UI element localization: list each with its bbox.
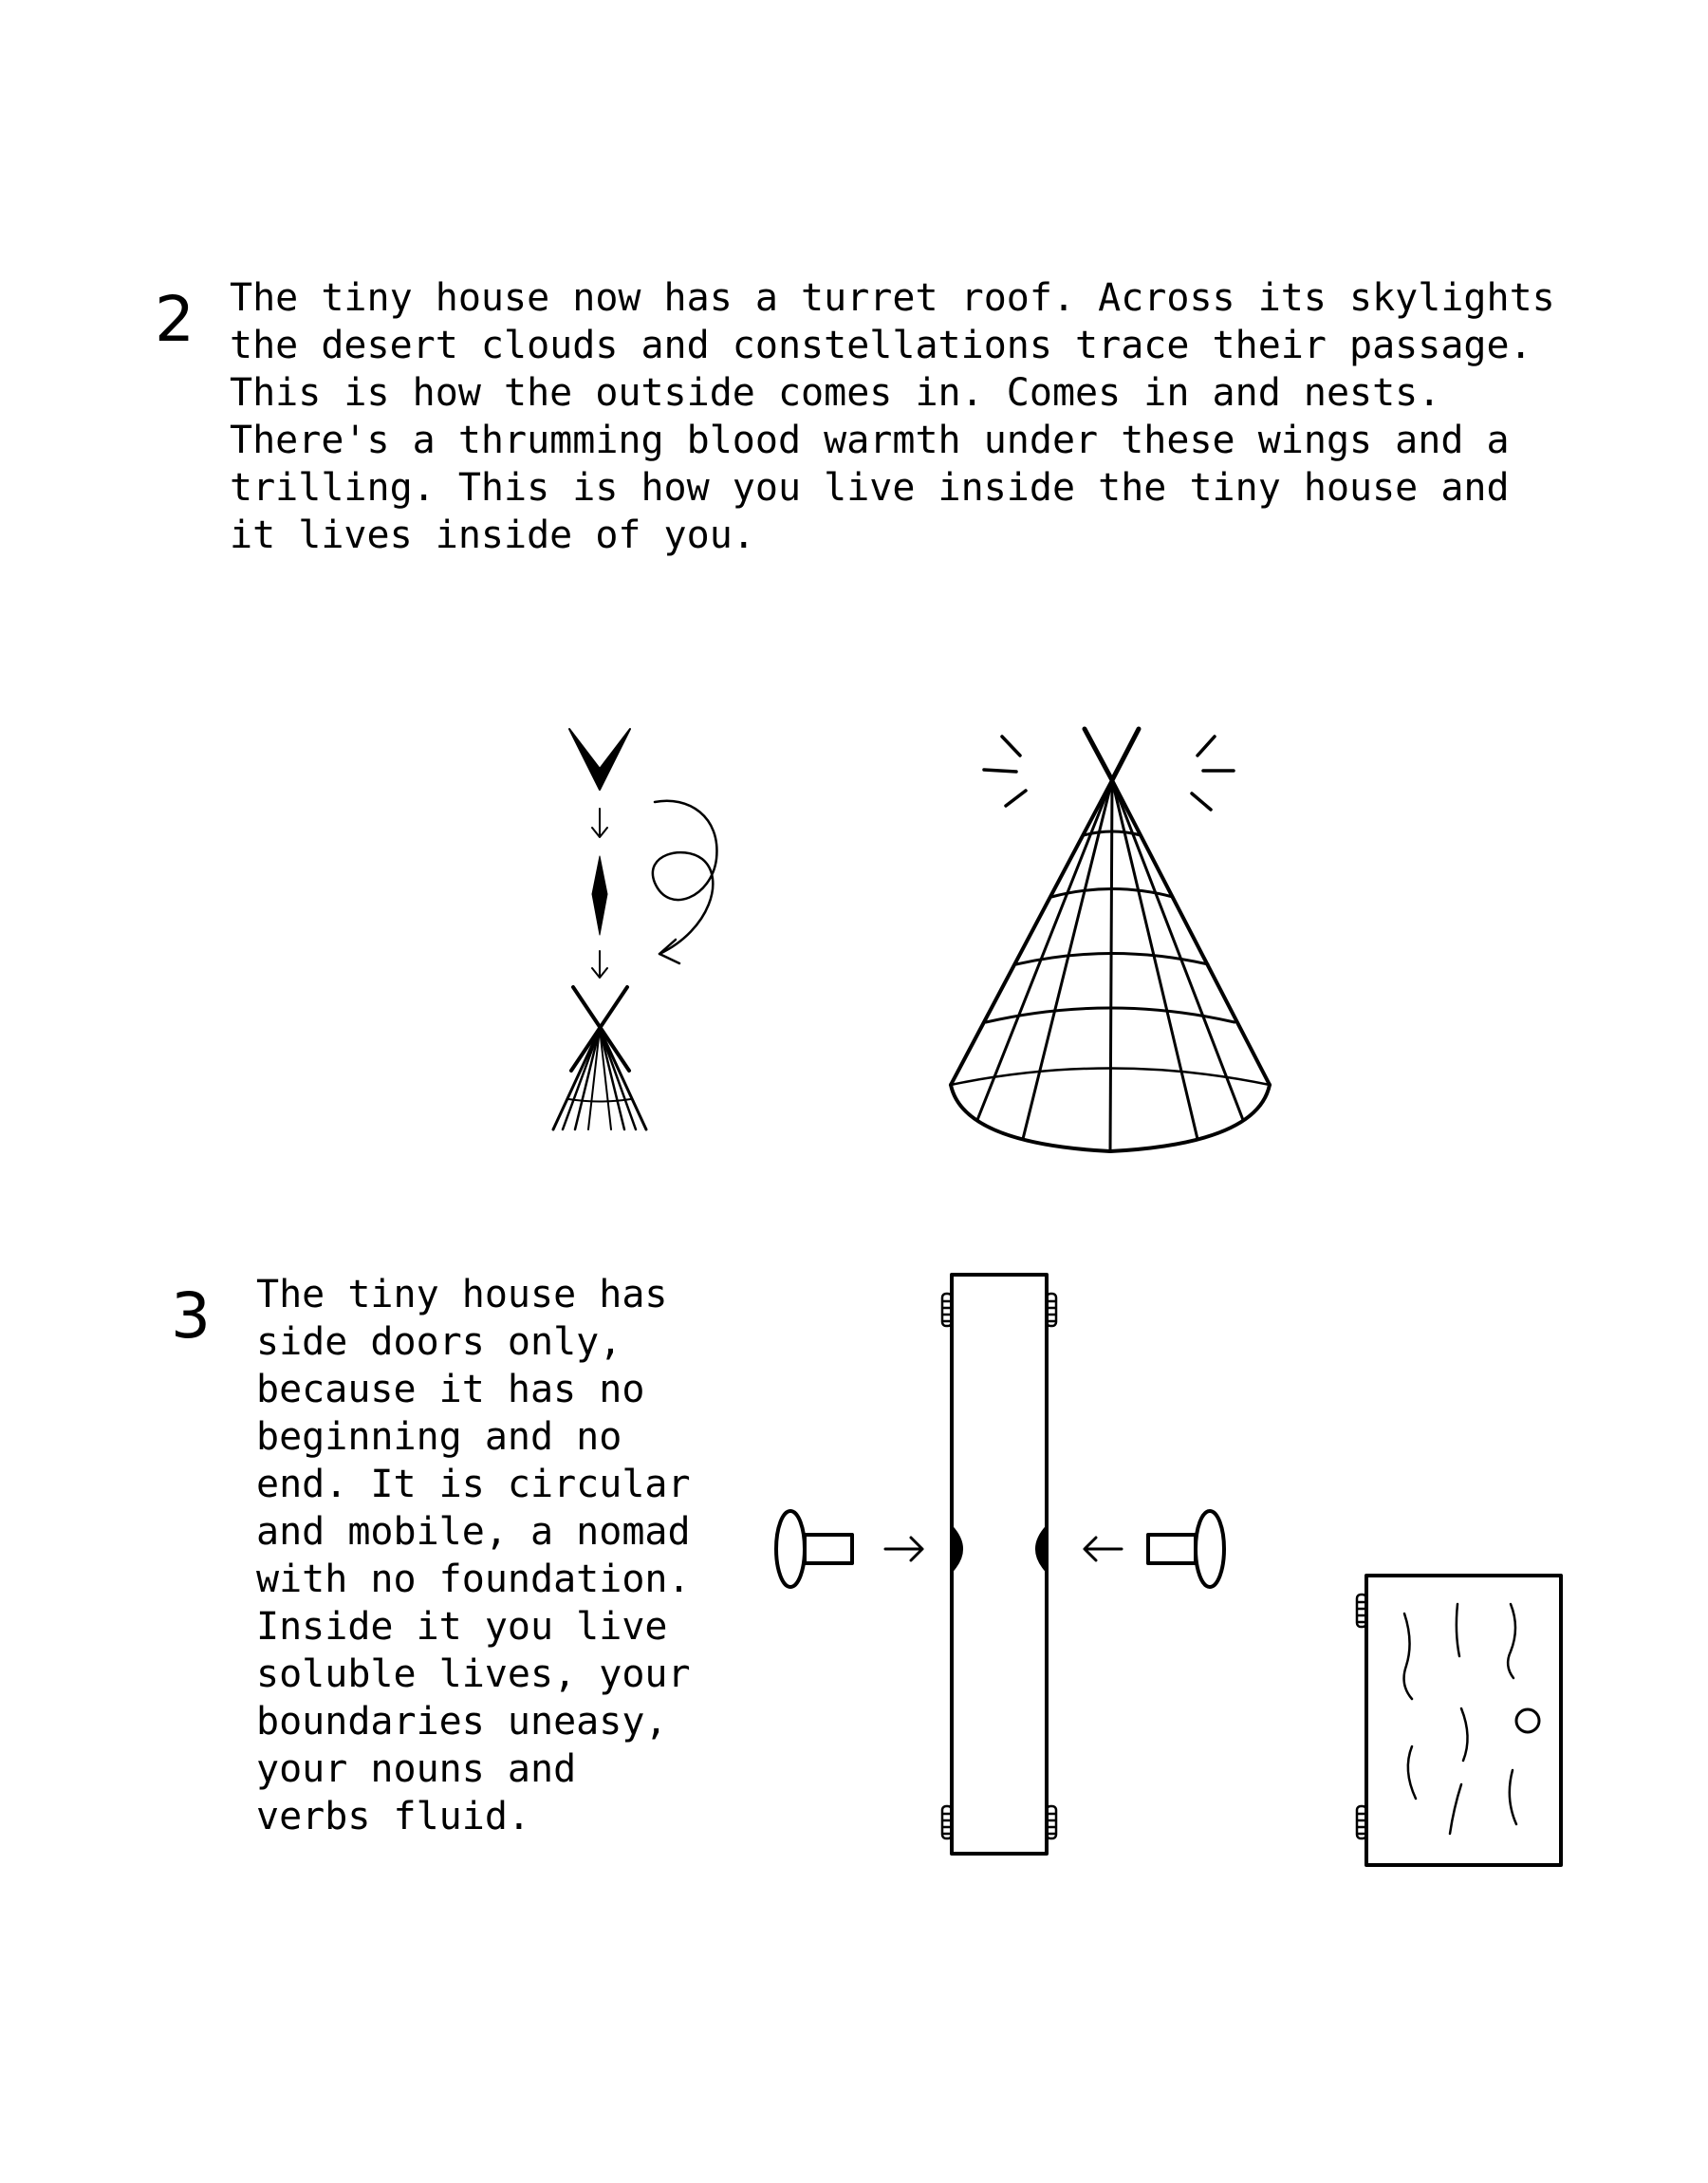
text-line: Inside it you live [256,1605,668,1649]
side-door-icon [1328,1557,1585,1879]
text-line: with no foundation. [256,1558,691,1601]
text-line: verbs fluid. [256,1795,530,1838]
text-line: the desert clouds and constellations trace their passage. [230,324,1532,367]
text-line: because it has no [256,1368,645,1411]
text-line: end. It is circular [256,1463,691,1506]
section-number-3: 3 [171,1279,211,1353]
section-2-text [230,274,1555,559]
text-line: soluble lives, your [256,1652,691,1696]
text-line: The tiny house has [256,1273,668,1316]
text-line: and mobile, a nomad [256,1510,691,1554]
text-line: it lives inside of you. [230,513,755,557]
section-number-2: 2 [155,283,195,356]
roof-assembly-diagram-icon [531,712,759,1148]
text-line: The tiny house now has a turret roof. Across its skylights [230,276,1555,320]
text-line: boundaries uneasy, [256,1700,668,1744]
section-3-text [256,1271,691,1840]
text-line: your nouns and [256,1747,577,1791]
text-line: trilling. This is how you live inside the tiny house and [230,466,1510,510]
door-wall-diagram-icon [759,1253,1253,1879]
turret-roof-cone-icon [930,712,1300,1167]
text-line: There's a thrumming blood warmth under these wings and a [230,419,1510,462]
text-line: beginning and no [256,1415,622,1459]
text-line: This is how the outside comes in. Comes in and nests. [230,371,1441,415]
text-line: side doors only, [256,1320,622,1364]
